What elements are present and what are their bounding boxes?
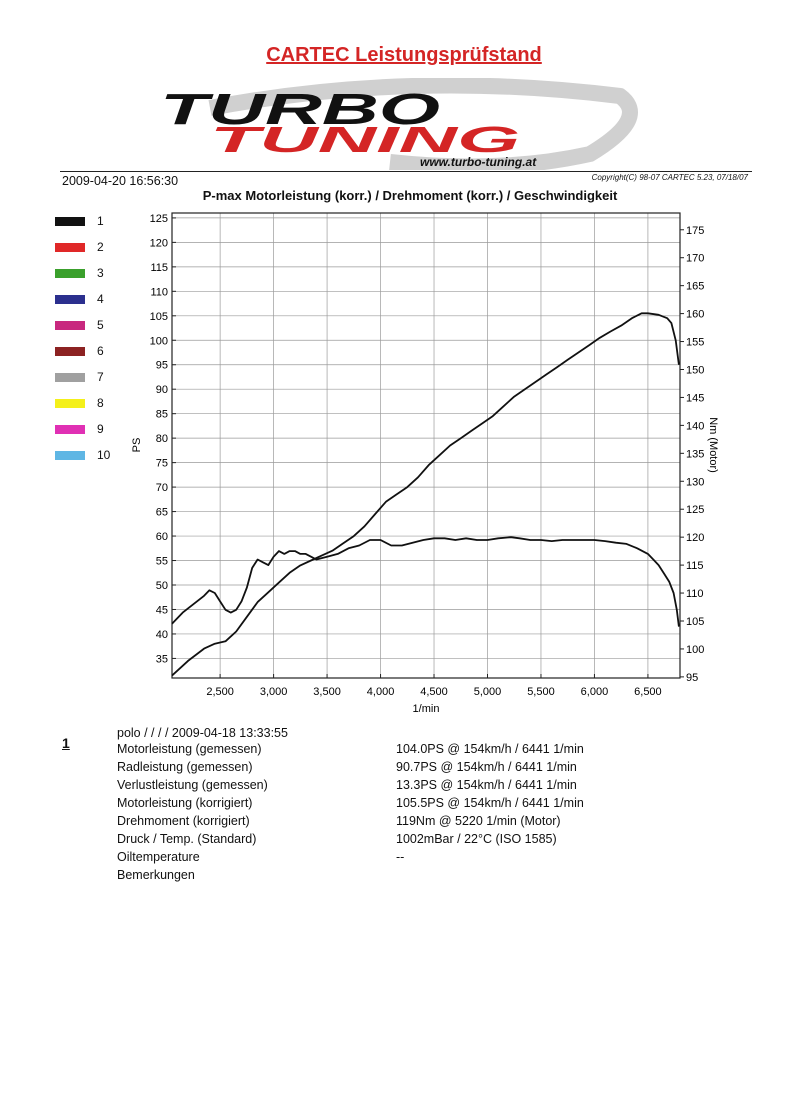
y-axis-right — [680, 225, 704, 684]
y-tick-label: 70 — [155, 482, 168, 495]
y-tick-label: 90 — [155, 384, 168, 397]
result-label: Verlustleistung (gemessen) — [117, 778, 268, 792]
page-title: CARTEC Leistungsprüfstand — [266, 44, 542, 66]
legend-swatch — [55, 295, 85, 304]
result-label: Oiltemperature — [117, 850, 200, 864]
y2-tick-label: 95 — [686, 671, 699, 684]
dyno-chart — [110, 200, 750, 720]
chart-title: P-max Motorleistung (korr.) / Drehmoment (korr.) / Geschwindigkeit — [202, 188, 618, 203]
result-label: Drehmoment (korrigiert) — [117, 814, 250, 828]
x-tick-label: 2,500 — [206, 686, 234, 698]
y-tick-label: 110 — [150, 286, 168, 299]
x-tick-label: 4,000 — [366, 686, 395, 698]
legend-swatch — [55, 373, 85, 382]
print-datetime: 2009-04-20 16:56:30 — [62, 174, 179, 188]
y-tick-label: 35 — [155, 653, 168, 666]
y-tick-label: 75 — [155, 457, 168, 470]
result-value: 1002mBar / 22°C (ISO 1585) — [396, 832, 557, 846]
result-label: Druck / Temp. (Standard) — [117, 832, 257, 846]
x-axis-label: 1/min — [412, 703, 440, 715]
y-tick-label: 100 — [149, 335, 168, 348]
legend-swatch — [55, 425, 85, 434]
y2-tick-label: 125 — [686, 504, 705, 517]
y2-tick-label: 100 — [686, 643, 705, 656]
x-tick-label: 5,500 — [527, 686, 555, 698]
y2-tick-label: 145 — [686, 392, 705, 405]
y-tick-label: 125 — [149, 212, 168, 225]
result-value: 13.3PS @ 154km/h / 6441 1/min — [396, 778, 577, 792]
y-tick-label: 55 — [155, 555, 168, 568]
result-label: Motorleistung (korrigiert) — [117, 796, 253, 810]
y-axis-label: PS — [131, 437, 143, 453]
legend-label: 7 — [97, 370, 104, 384]
turbo-tuning-logo — [150, 78, 640, 170]
x-tick-label: 6,500 — [634, 686, 662, 698]
power-line — [172, 313, 679, 675]
y-tick-label: 95 — [155, 359, 168, 372]
legend-label: 1 — [97, 214, 104, 228]
legend-swatch — [55, 399, 85, 408]
y2-tick-label: 130 — [686, 476, 705, 489]
plot-frame — [172, 213, 680, 678]
grid — [172, 213, 680, 678]
y2-tick-label: 115 — [686, 560, 704, 573]
legend-swatch — [55, 451, 85, 460]
legend-label: 5 — [97, 318, 104, 332]
series — [172, 313, 679, 675]
legend-label: 8 — [97, 396, 104, 410]
y-tick-label: 120 — [149, 237, 168, 250]
y2-tick-label: 105 — [686, 615, 705, 628]
run-info: polo / / / / 2009-04-18 13:33:55 — [117, 726, 288, 740]
y-tick-label: 115 — [150, 261, 168, 274]
header-divider — [60, 171, 752, 172]
y-tick-label: 105 — [149, 310, 168, 323]
y2-tick-label: 140 — [686, 420, 705, 433]
x-tick-label: 4,500 — [420, 686, 448, 698]
x-tick-label: 6,000 — [580, 686, 609, 698]
y-tick-label: 40 — [155, 628, 168, 641]
legend-label: 9 — [97, 422, 104, 436]
legend-swatch — [55, 347, 85, 356]
x-tick-label: 3,000 — [259, 686, 288, 698]
legend-label: 2 — [97, 240, 104, 254]
y2-tick-label: 135 — [686, 448, 705, 461]
x-tick-label: 5,000 — [473, 686, 502, 698]
result-label: Motorleistung (gemessen) — [117, 742, 262, 756]
torque-line — [172, 537, 679, 626]
y-tick-label: 80 — [155, 433, 168, 446]
result-value: 105.5PS @ 154km/h / 6441 1/min — [396, 796, 584, 810]
y2-tick-label: 170 — [686, 252, 705, 265]
legend-label: 4 — [97, 292, 104, 306]
y2-axis-label: Nm (Motor) — [707, 417, 719, 473]
y2-tick-label: 120 — [686, 532, 705, 545]
y2-tick-label: 110 — [686, 588, 704, 601]
result-label: Bemerkungen — [117, 868, 195, 882]
legend-label: 10 — [97, 448, 111, 462]
legend-swatch — [55, 217, 85, 226]
y2-tick-label: 160 — [686, 308, 705, 321]
y-tick-label: 65 — [155, 506, 168, 519]
y-tick-label: 45 — [155, 604, 168, 617]
y2-tick-label: 175 — [686, 224, 705, 237]
legend-swatch — [55, 243, 85, 252]
legend-label: 6 — [97, 344, 104, 358]
copyright-note: Copyright(C) 98-07 CARTEC 5.23, 07/18/07 — [591, 173, 748, 182]
y2-tick-label: 155 — [686, 336, 705, 349]
legend-label: 3 — [97, 266, 104, 280]
legend-swatch — [55, 269, 85, 278]
result-value: 119Nm @ 5220 1/min (Motor) — [396, 814, 561, 828]
x-tick-label: 3,500 — [313, 686, 341, 698]
logo-url: www.turbo-tuning.at — [420, 155, 537, 169]
logo-line1: TURBO — [160, 85, 440, 134]
result-value: 104.0PS @ 154km/h / 6441 1/min — [396, 742, 584, 756]
y2-tick-label: 150 — [686, 364, 705, 377]
logo-line2: TUNING — [210, 119, 520, 160]
y-tick-label: 60 — [155, 531, 168, 544]
result-value: -- — [396, 850, 405, 864]
result-value: 90.7PS @ 154km/h / 6441 1/min — [396, 760, 577, 774]
result-label: Radleistung (gemessen) — [117, 760, 253, 774]
y2-tick-label: 165 — [686, 280, 705, 293]
legend-swatch — [55, 321, 85, 330]
run-number: 1 — [62, 735, 70, 751]
y-tick-label: 85 — [155, 408, 168, 421]
y-tick-label: 50 — [155, 580, 168, 592]
